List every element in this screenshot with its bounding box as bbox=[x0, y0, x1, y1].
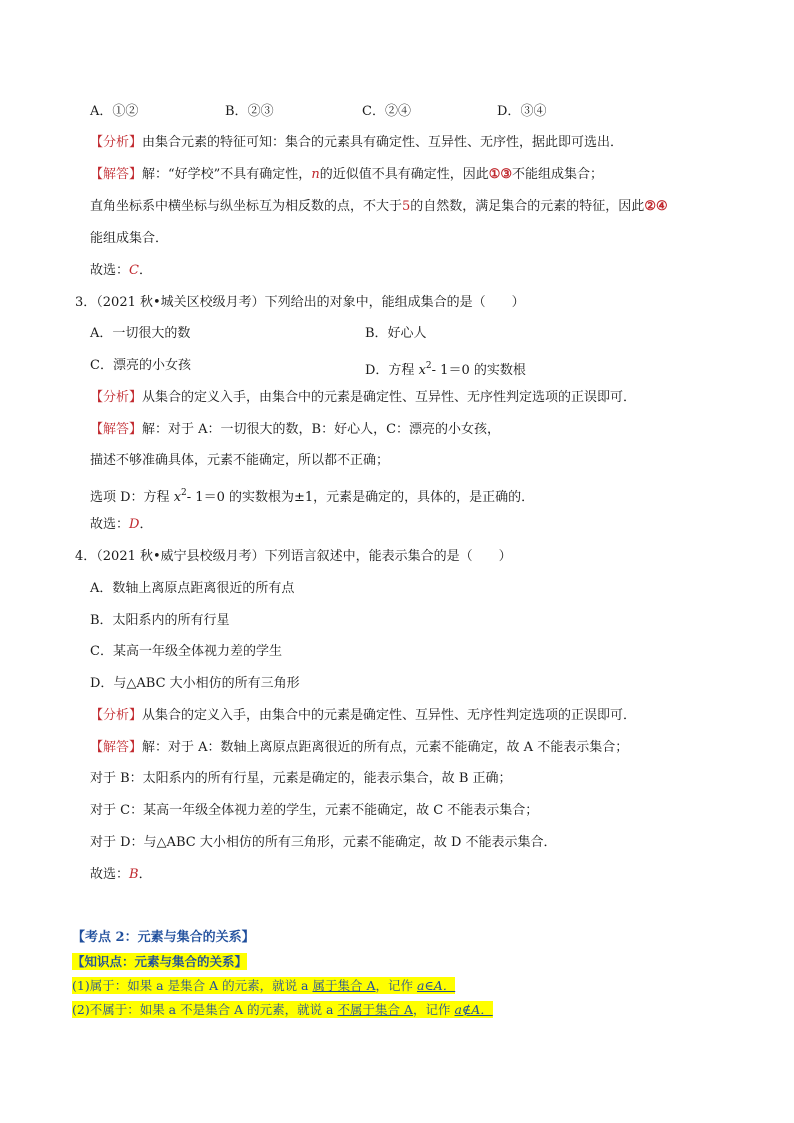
q4-analysis bbox=[90, 707, 636, 725]
text: (1)属于：如果 a 是集合 A 的元素，就说 a bbox=[72, 978, 313, 993]
knowledge-line-1 bbox=[72, 977, 455, 995]
q2-answer-line-3: 能组成集合． bbox=[90, 231, 169, 246]
option-value: ③④ bbox=[520, 104, 547, 119]
option-letter: B． bbox=[225, 104, 248, 119]
period: ． bbox=[138, 867, 152, 882]
q4-option-b: B．太阳系内的所有行星 bbox=[90, 613, 230, 628]
q3-analysis bbox=[90, 389, 636, 407]
analysis-text: 从集合的定义入手，由集合中的元素是确定性、互异性、无序性判定选项的正误即可． bbox=[142, 708, 637, 723]
circled-numbers: ②④ bbox=[644, 199, 668, 214]
text: - 1＝0 的实数根为±1，元素是确定的，具体的，是正确的． bbox=[186, 490, 535, 505]
q3-answer-line-2: 描述不够准确具体，元素不能确定，所以都不正确； bbox=[90, 453, 390, 468]
underlined-text: 不属于集合 A bbox=[337, 1002, 413, 1017]
q4-choice bbox=[90, 866, 152, 884]
period: ． bbox=[139, 517, 153, 532]
text: 解：“好学校”不具有确定性， bbox=[142, 167, 312, 182]
q3-option-d bbox=[365, 357, 526, 380]
q4-answer-line-4: 对于 D：与△ABC 大小相仿的所有三角形，元素不能确定，故 D 不能表示集合． bbox=[90, 835, 557, 850]
answer-tag: 【解答】 bbox=[90, 167, 143, 182]
text: 的近似值不具有确定性，因此 bbox=[319, 167, 489, 182]
q3-option-b: B．好心人 bbox=[365, 326, 427, 341]
choose-label: 故选： bbox=[90, 263, 130, 278]
q4-answer-line-1 bbox=[90, 739, 628, 757]
variable-x: x bbox=[173, 490, 182, 505]
exponent: 2 bbox=[425, 361, 432, 371]
answer-tag: 【解答】 bbox=[90, 422, 143, 437]
q3-answer-line-1 bbox=[90, 421, 500, 439]
choose-label: 故选： bbox=[90, 517, 130, 532]
q2-answer-line-1 bbox=[90, 166, 603, 184]
text: ，记作 bbox=[375, 978, 417, 993]
variable-n: n bbox=[311, 167, 320, 182]
text: 选项 D：方程 bbox=[90, 490, 170, 505]
q4-answer-line-2: 对于 B：太阳系内的所有行星，元素是确定的，能表示集合，故 B 正确； bbox=[90, 771, 512, 786]
question-number: 3． bbox=[75, 295, 97, 310]
q2-answer-line-2 bbox=[90, 198, 668, 216]
text: 不能组成集合； bbox=[512, 167, 604, 182]
q4-option-c: C．某高一年级全体视力差的学生 bbox=[90, 644, 282, 659]
text: D．方程 bbox=[365, 363, 415, 378]
section-title: 【考点 2：元素与集合的关系】 bbox=[72, 930, 255, 945]
q3-option-c: C．漂亮的小女孩 bbox=[90, 358, 191, 373]
q3-choice bbox=[90, 516, 152, 534]
formula: a∉A． bbox=[454, 1002, 493, 1017]
analysis-tag: 【分析】 bbox=[90, 135, 143, 150]
text: 解：对于 A：数轴上离原点距离很近的所有点，元素不能确定，故 A 不能表示集合； bbox=[142, 740, 629, 755]
option-letter: D． bbox=[497, 104, 521, 119]
analysis-text: 由集合元素的特征可知：集合的元素具有确定性、互异性、无序性，据此即可选出． bbox=[142, 135, 624, 150]
analysis-text: 从集合的定义入手，由集合中的元素是确定性、互异性、无序性判定选项的正误即可． bbox=[142, 390, 637, 405]
choice-letter: B bbox=[129, 867, 139, 882]
formula: a∈A． bbox=[416, 978, 456, 993]
option-letter: C． bbox=[362, 104, 385, 119]
text: 的自然数，满足集合的元素的特征，因此 bbox=[410, 199, 645, 214]
choice-letter: D bbox=[129, 517, 140, 532]
answer-tag: 【解答】 bbox=[90, 740, 143, 755]
knowledge-title-text: 【知识点：元素与集合的关系】 bbox=[72, 954, 248, 969]
q4-option-d: D．与△ABC 大小相仿的所有三角形 bbox=[90, 676, 300, 691]
choice-letter: C bbox=[129, 263, 139, 278]
text: 解：对于 A：一切很大的数，B：好心人，C：漂亮的小女孩， bbox=[142, 422, 501, 437]
choose-label: 故选： bbox=[90, 867, 130, 882]
variable-x: x bbox=[418, 363, 426, 378]
question-number: 4． bbox=[75, 549, 97, 564]
option-value: ②③ bbox=[247, 104, 274, 119]
option-value: ②④ bbox=[384, 104, 411, 119]
underlined-text: 属于集合 A bbox=[312, 978, 376, 993]
text: ，记作 bbox=[413, 1002, 455, 1017]
q4-option-a: A．数轴上离原点距离很近的所有点 bbox=[90, 581, 295, 596]
circled-numbers: ①③ bbox=[488, 167, 513, 182]
period: ． bbox=[138, 263, 152, 278]
text: 直角坐标系中横坐标与纵坐标互为相反数的点，不大于 bbox=[90, 199, 403, 214]
q2-option-a bbox=[90, 103, 138, 121]
analysis-tag: 【分析】 bbox=[90, 708, 143, 723]
q4-stem bbox=[75, 548, 512, 566]
question-text: （2021 秋•威宁县校级月考）下列语言叙述中，能表示集合的是（ ） bbox=[96, 549, 512, 564]
question-text: （2021 秋•城关区校级月考）下列给出的对象中，能组成集合的是（ ） bbox=[96, 295, 525, 310]
q3-option-a: A．一切很大的数 bbox=[90, 326, 191, 341]
q2-choice bbox=[90, 262, 152, 280]
q3-stem bbox=[75, 294, 525, 312]
q4-answer-line-3: 对于 C：某高一年级全体视力差的学生，元素不能确定，故 C 不能表示集合； bbox=[90, 803, 539, 818]
q2-option-d bbox=[497, 103, 546, 121]
q3-answer-line-3 bbox=[90, 484, 534, 507]
q2-option-c bbox=[362, 103, 411, 121]
analysis-tag: 【分析】 bbox=[90, 390, 143, 405]
q2-option-b bbox=[225, 103, 274, 121]
knowledge-title bbox=[72, 953, 247, 971]
option-letter: A． bbox=[90, 104, 113, 119]
option-value: ①② bbox=[112, 104, 139, 119]
number: 5 bbox=[402, 199, 411, 214]
exponent: 2 bbox=[181, 488, 187, 498]
q2-analysis bbox=[90, 134, 623, 152]
knowledge-line-2 bbox=[72, 1001, 493, 1019]
text: - 1＝0 的实数根 bbox=[431, 363, 526, 378]
text: (2)不属于：如果 a 不是集合 A 的元素，就说 a bbox=[72, 1002, 338, 1017]
